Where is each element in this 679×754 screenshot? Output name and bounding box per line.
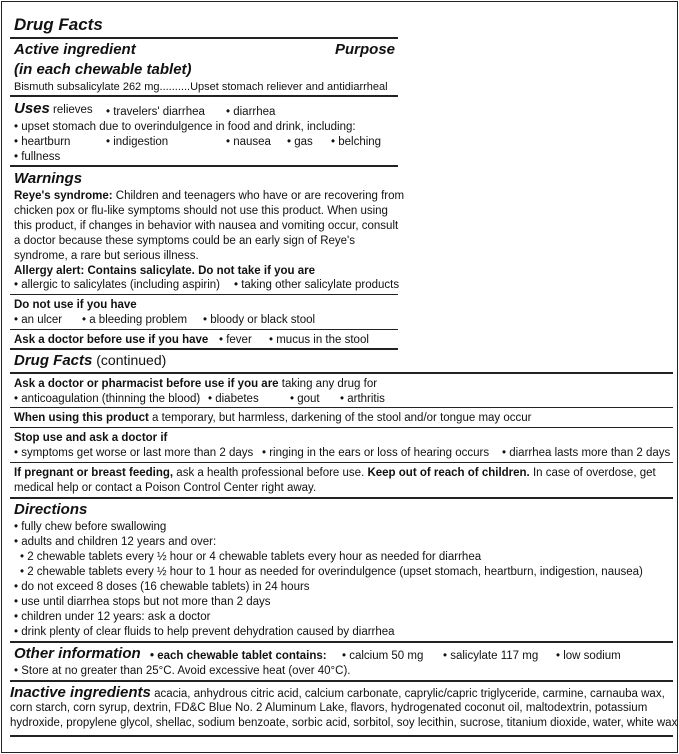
continued-heading (14, 352, 166, 370)
drug-facts-title: Drug Facts (14, 15, 103, 34)
active-ingredient-subheading: (in each chewable tablet) (14, 61, 192, 78)
purpose-heading: Purpose (335, 41, 396, 58)
directions-item: • children under 12 years: ask a doctor (14, 611, 211, 623)
directions-item: • adults and children 12 years and over: (14, 536, 217, 548)
active-ingredient-line: Bismuth subsalicylate 262 mg..........Upset stomach reliever and antidiarrheal (14, 81, 388, 93)
divider (10, 641, 673, 643)
divider (10, 294, 398, 295)
divider (10, 497, 673, 499)
divider (10, 462, 673, 463)
keep-out-line-2: medical help or contact a Poison Control Center right away. (14, 482, 317, 494)
divider (10, 407, 673, 408)
pregnant-text: ask a health professional before use. (173, 467, 368, 479)
contains-item: • salicylate 117 mg (443, 650, 539, 662)
inactive-line-3: hydroxide, propylene glycol, shellac, sodium benzoate, sorbic acid, sorbitol, soy lecithin, sucrose, titanium dioxide, water, white wax (10, 717, 678, 729)
pharmacist-line (14, 377, 377, 391)
directions-heading: Directions (14, 501, 88, 518)
divider (10, 165, 398, 167)
reye-line: a doctor because these symptoms could be an early sign of Reye's (14, 235, 355, 247)
pharmacist-item: • anticoagulation (thinning the blood) (14, 393, 201, 405)
do-not-use-item: • an ulcer (14, 314, 63, 326)
reye-line-1 (14, 189, 404, 203)
pharmacist-item: • diabetes (208, 393, 259, 405)
uses-heading: Uses (14, 100, 50, 117)
stop-use-item: • ringing in the ears or loss of hearing occurs (262, 447, 490, 459)
do-not-use-heading: Do not use if you have (14, 299, 137, 311)
stop-use-heading: Stop use and ask a doctor if (14, 432, 168, 444)
storage-line: • Store at no greater than 25°C. Avoid excessive heat (over 40°C). (14, 665, 351, 677)
divider (10, 680, 673, 682)
uses-intro: relieves (49, 104, 93, 116)
reye-text: Children and teenagers who have or are recovering from (112, 190, 405, 202)
contains-item: • calcium 50 mg (342, 650, 424, 662)
active-ingredient-heading: Active ingredient (14, 41, 136, 58)
reye-label: Reye's syndrome: (14, 190, 113, 202)
divider (10, 95, 398, 97)
when-using-line (14, 411, 531, 425)
reye-line: this product, if changes in behavior with nausea and vomiting occur, consult (14, 220, 399, 232)
divider (10, 348, 398, 350)
pharmacist-text: taking any drug for (278, 378, 378, 390)
uses-item: • nausea (226, 136, 271, 148)
ask-doctor-item: • mucus in the stool (269, 334, 369, 346)
uses-item: • fullness (14, 151, 61, 163)
pregnant-label: If pregnant or breast feeding, (14, 467, 174, 479)
when-using-text: a temporary, but harmless, darkening of the stool and/or tongue may occur (148, 412, 532, 424)
contains-label: • each chewable tablet contains: (150, 650, 327, 662)
directions-item: • do not exceed 8 doses (16 chewable tablets) in 24 hours (14, 581, 310, 593)
continued-title: Drug Facts (14, 352, 93, 369)
pregnant-line (14, 466, 656, 480)
uses-line-1 (14, 100, 93, 118)
inactive-line-2: corn starch, corn syrup, dextrin, FD&C Blue No. 2 Aluminum Lake, flavors, hydrogenated coconut oil, maltodextrin, potassium (10, 702, 648, 714)
uses-line-2: • upset stomach due to overindulgence in food and drink, including: (14, 121, 356, 133)
warnings-heading: Warnings (14, 170, 83, 187)
divider (10, 427, 673, 428)
continued-suffix: (continued) (92, 352, 167, 368)
divider (10, 372, 673, 374)
allergy-item: • allergic to salicylates (including aspirin) (14, 279, 221, 291)
do-not-use-item: • a bleeding problem (82, 314, 188, 326)
uses-item: • travelers' diarrhea (106, 106, 205, 118)
stop-use-item: • symptoms get worse or last more than 2 days (14, 447, 254, 459)
stop-use-item: • diarrhea lasts more than 2 days (502, 447, 671, 459)
ask-doctor-item: • fever (219, 334, 252, 346)
divider (10, 37, 398, 39)
uses-item: • diarrhea (226, 106, 276, 118)
pharmacist-item: • gout (290, 393, 320, 405)
reye-line: chicken pox or flu-like symptoms should not use this product. When using (14, 205, 388, 217)
uses-item: • belching (331, 136, 382, 148)
contains-item: • low sodium (556, 650, 621, 662)
allergy-item: • taking other salicylate products (234, 279, 400, 291)
other-info-heading: Other information (14, 645, 141, 662)
keep-out-label: Keep out of reach of children. (367, 467, 530, 479)
inactive-line-1 (10, 684, 665, 702)
inactive-heading: Inactive ingredients (10, 684, 151, 701)
uses-item: • heartburn (14, 136, 71, 148)
pharmacist-item: • arthritis (340, 393, 385, 405)
directions-item: • fully chew before swallowing (14, 521, 167, 533)
do-not-use-item: • bloody or black stool (203, 314, 316, 326)
allergy-alert: Allergy alert: Contains salicylate. Do not take if you are (14, 265, 316, 277)
keep-out-text: In case of overdose, get (529, 467, 656, 479)
pharmacist-label: Ask a doctor or pharmacist before use if you are (14, 378, 279, 390)
uses-item: • gas (287, 136, 313, 148)
divider (10, 329, 398, 330)
divider (10, 735, 673, 737)
when-using-label: When using this product (14, 412, 149, 424)
inactive-text: acacia, anhydrous citric acid, calcium carbonate, caprylic/capric triglyceride, carmine, carnauba wax, (150, 688, 665, 700)
directions-item: • use until diarrhea stops but not more than 2 days (14, 596, 271, 608)
reye-line: syndrome, a rare but serious illness. (14, 250, 199, 262)
directions-subitem: • 2 chewable tablets every ½ hour to 1 hour as needed for overindulgence (upset stomach, heartburn, indigestion, nausea) (20, 566, 643, 578)
uses-item: • indigestion (106, 136, 169, 148)
directions-subitem: • 2 chewable tablets every ½ hour or 4 chewable tablets every hour as needed for diarrhea (20, 551, 482, 563)
ask-doctor-label: Ask a doctor before use if you have (14, 334, 209, 346)
directions-item: • drink plenty of clear fluids to help prevent dehydration caused by diarrhea (14, 626, 395, 638)
